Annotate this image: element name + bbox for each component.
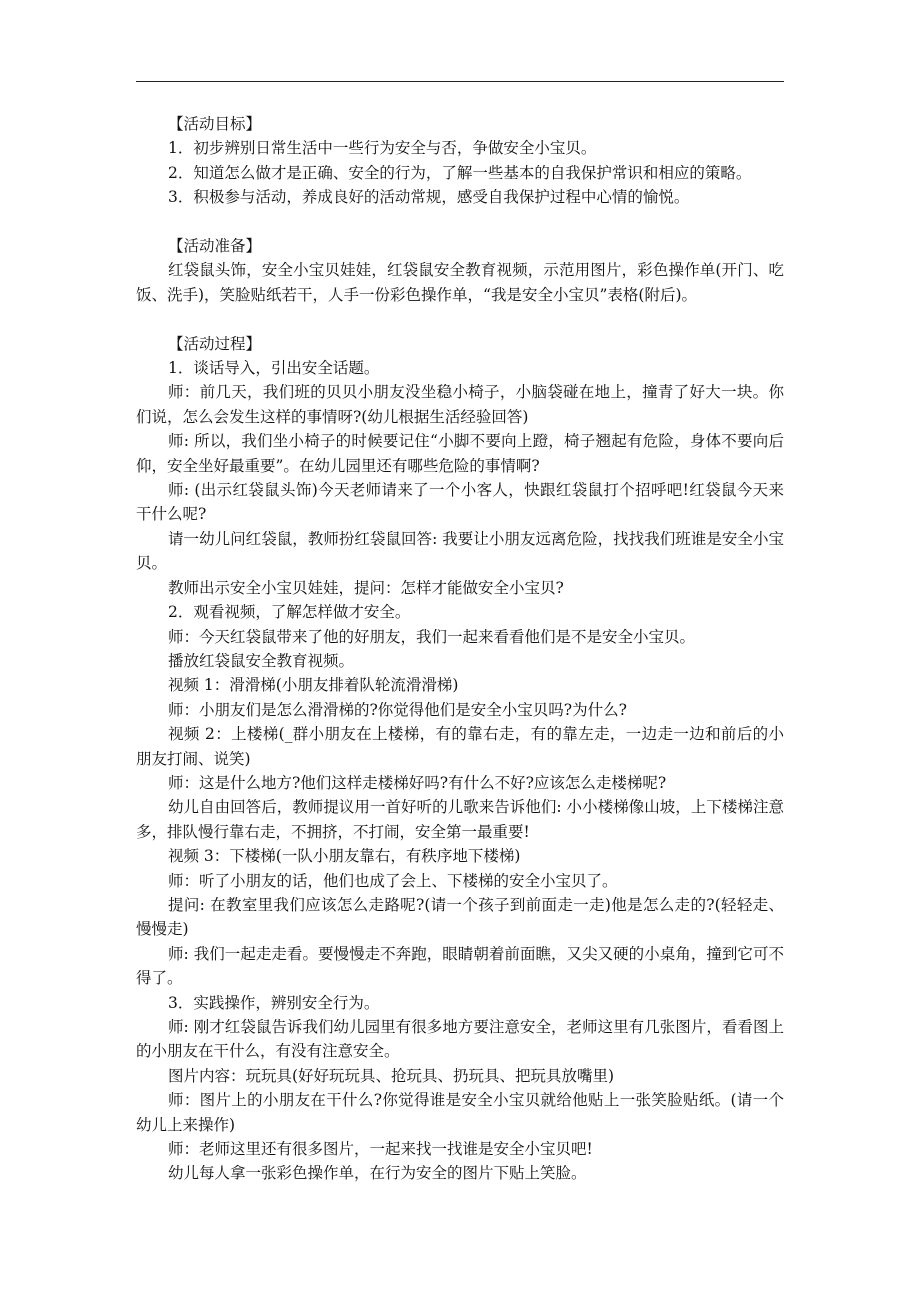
process-paragraph: 师: 我们一起走走看。要慢慢走不奔跑，眼睛朝着前面瞧，又尖又硬的小桌角，撞到它可不得了。 [136, 944, 784, 988]
process-paragraph: 师：今天红袋鼠带来了他的好朋友，我们一起来看看他们是不是安全小宝贝。 [168, 627, 696, 646]
goals-heading: 【活动目标】 [168, 115, 262, 133]
process-paragraph: 提问: 在教室里我们应该怎么走路呢?(请一个孩子到前面走一走)他是怎么走的?(轻轻走、慢慢走) [136, 895, 784, 939]
process-paragraph: 教师出示安全小宝贝娃娃，提问：怎样才能做安全小宝贝? [168, 578, 564, 597]
process-paragraph: 师: 刚才红袋鼠告诉我们幼儿园里有很多地方要注意安全，老师这里有几张图片，看看图上的小朋友在干什么，有没有注意安全。 [136, 1018, 784, 1061]
process-paragraph: 播放红袋鼠安全教育视频。 [168, 651, 355, 670]
process-paragraph: 师：前几天，我们班的贝贝小朋友没坐稳小椅子，小脑袋碰在地上，撞青了好大一块。你们说，怎么会发生这样的事情呀?(幼儿根据生活经验回答) [136, 383, 784, 426]
process-paragraph: 师: 所以，我们坐小椅子的时候要记住“小脚不要向上蹬，椅子翘起有危险，身体不要向后仰，安全坐好最重要”。在幼儿园里还有哪些危险的事情啊? [136, 432, 784, 475]
process-paragraph: 师：图片上的小朋友在干什么?你觉得谁是安全小宝贝就给他贴上一张笑脸贴纸。(请一个幼儿上来操作) [136, 1091, 784, 1134]
process-paragraph: 1．谈话导入，引出安全话题。 [168, 359, 380, 378]
goal-item-2: 2．知道怎么做才是正确、安全的行为，了解一些基本的自我保护常识和相应的策略。 [168, 163, 752, 182]
preparation-text: 红袋鼠头饰，安全小宝贝娃娃，红袋鼠安全教育视频，示范用图片，彩色操作单(开门、吃饭、洗手)，笑脸贴纸若干，人手一份彩色操作单，“我是安全小宝贝”表格(附后)。 [136, 261, 784, 304]
document-body [136, 112, 784, 1186]
process-paragraph: 师：老师这里还有很多图片，一起来找一找谁是安全小宝贝吧! [168, 1140, 593, 1159]
goal-item-3: 3．积极参与活动，养成良好的活动常规，感受自我保护过程中心情的愉悦。 [168, 188, 690, 207]
section-gap [136, 307, 784, 331]
process-paragraph: 师：听了小朋友的话，他们也成了会上、下楼梯的安全小宝贝了。 [168, 871, 618, 890]
preparation-heading: 【活动准备】 [168, 237, 262, 256]
process-paragraph: 视频 1：滑滑梯(小朋友排着队轮流滑滑梯) [168, 676, 459, 695]
process-paragraph: 视频 3：下楼梯(一队小朋友靠右，有秩序地下楼梯) [168, 847, 521, 866]
process-paragraph: 请一幼儿问红袋鼠，教师扮红袋鼠回答: 我要让小朋友远离危险，找找我们班谁是安全小宝贝。 [136, 529, 784, 573]
header-rule [136, 81, 784, 82]
process-paragraph: 幼儿每人拿一张彩色操作单，在行为安全的图片下贴上笑脸。 [168, 1164, 587, 1183]
process-paragraph: 图片内容：玩玩具(好好玩玩具、抢玩具、扔玩具、把玩具放嘴里) [168, 1066, 615, 1085]
goal-item-1: 1．初步辨别日常生活中一些行为安全与否，争做安全小宝贝。 [168, 139, 597, 158]
process-paragraph: 3．实践操作，辨别安全行为。 [168, 993, 380, 1012]
process-heading: 【活动过程】 [168, 334, 262, 353]
process-paragraph: 2．观看视频，了解怎样做才安全。 [168, 603, 411, 622]
process-paragraph: 视频 2：上楼梯(_群小朋友在上楼梯，有的靠右走，有的靠左走，一边走一边和前后的小朋友打闹、说笑) [136, 725, 784, 768]
process-paragraph: 师: (出示红袋鼠头饰)今天老师请来了一个小客人，快跟红袋鼠打个招呼吧!红袋鼠今天来干什么呢? [136, 481, 784, 524]
section-gap [136, 210, 784, 234]
process-paragraph: 幼儿自由回答后，教师提议用一首好听的儿歌来告诉他们: 小小楼梯像山坡，上下楼梯注意多，排队慢行靠右走，不拥挤，不打闹，安全第一最重要! [136, 798, 784, 841]
process-paragraph: 师：这是什么地方?他们这样走楼梯好吗?有什么不好?应该怎么走楼梯呢? [168, 773, 667, 792]
process-paragraph: 师：小朋友们是怎么滑滑梯的?你觉得他们是安全小宝贝吗?为什么? [168, 700, 627, 719]
